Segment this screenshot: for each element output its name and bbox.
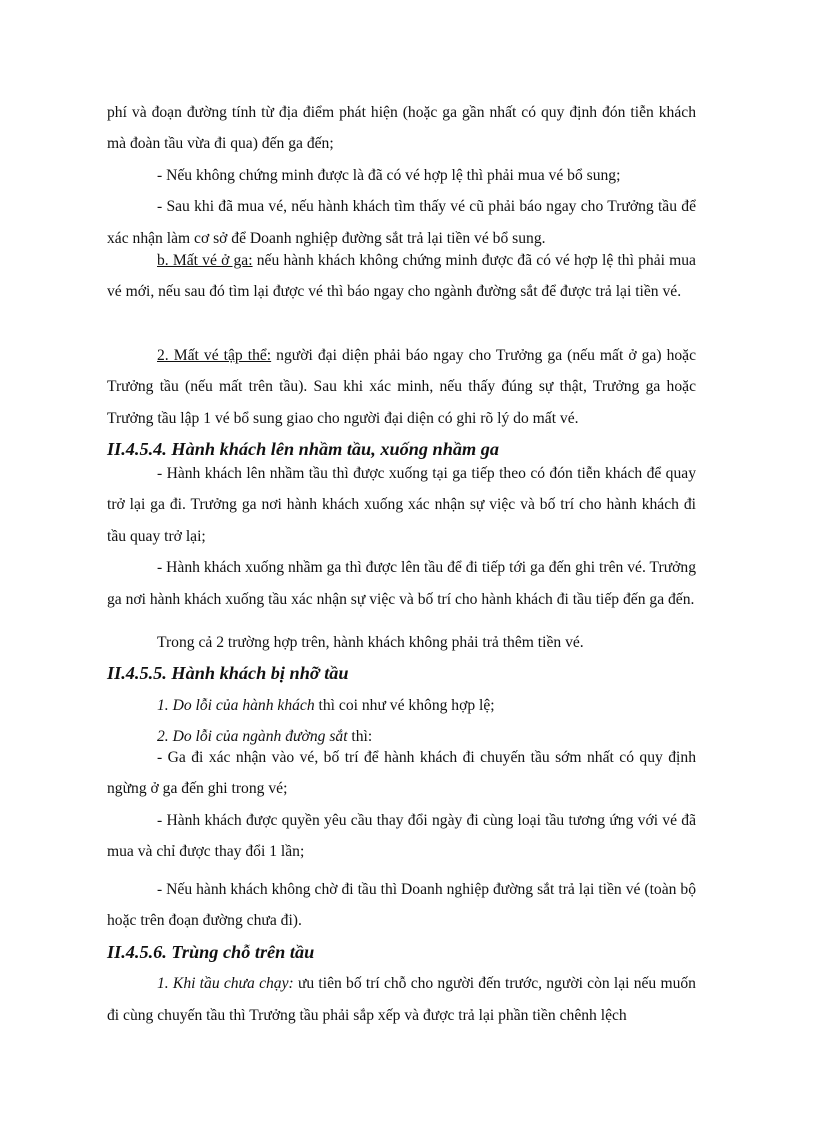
paragraph: 1. Khi tầu chưa chạy: ưu tiên bố trí chỗ cho người đến trước, người còn lại nếu muốn đi cùng chuyến tầu thì Trưởng tầu phải sắp xếp và được trả lại phần tiền chênh lệch bbox=[107, 975, 696, 1024]
bullet-paragraph: - Nếu hành khách không chờ đi tầu thì Doanh nghiệp đường sắt trả lại tiền vé (toàn bộ hoặc trên đoạn đường chưa đi). bbox=[107, 881, 696, 930]
section-heading: II.4.5.4. Hành khách lên nhầm tầu, xuống nhầm ga bbox=[107, 439, 499, 460]
item-label: 2. Do lỗi của ngành đường sắt bbox=[157, 728, 348, 746]
paragraph-group-railway-fault bbox=[107, 742, 696, 868]
subsection-label: 2. Mất vé tập thể: bbox=[157, 347, 272, 364]
paragraph-group-lost-collective bbox=[107, 340, 696, 466]
paragraph-group-lost-ticket-on-train bbox=[107, 160, 696, 254]
section-heading: II.4.5.6. Trùng chỗ trên tầu bbox=[107, 941, 315, 962]
paragraph: 1. Do lỗi của hành khách thì coi như vé không hợp lệ; bbox=[157, 696, 495, 714]
paragraph-continuation bbox=[107, 97, 696, 160]
bullet-paragraph: - Hành khách lên nhầm tầu thì được xuống tại ga tiếp theo có đón tiễn khách để quay trở lại ga đi. Trưởng ga nơi hành khách xuống xác nhận sự việc và bố trí cho hành khách đi tầu quay trở lại; bbox=[107, 465, 696, 545]
paragraph-group-wrong-train bbox=[107, 458, 696, 615]
bullet-paragraph: - Hành khách xuống nhầm ga thì được lên tầu để đi tiếp tới ga đến ghi trên vé. Trưởng ga nơi hành khách xuống tầu xác nhận sự việc và bố trí cho hành khách đi tầu tiếp đến ga đến. bbox=[107, 559, 696, 608]
section-heading: II.4.5.5. Hành khách bị nhỡ tầu bbox=[107, 663, 349, 684]
paragraph-group-duplicate-seat bbox=[107, 874, 696, 1031]
paragraph: 2. Do lỗi của ngành đường sắt thì: bbox=[157, 728, 373, 746]
paragraph: 2. Mất vé tập thể: người đại diện phải báo ngay cho Trưởng ga (nếu mất ở ga) hoặc Trưởng tầu (nếu mất trên tầu). Sau khi xác minh, nếu thấy đúng sự thật, Trưởng ga hoặc Trưởng tầu lập 1 vé bổ sung giao cho người đại diện có ghi rõ lý do mất vé. bbox=[107, 347, 697, 427]
paragraph: b. Mất vé ở ga: nếu hành khách không chứng minh được đã có vé hợp lệ thì phải mua vé mới, nếu sau đó tìm lại được vé thì báo ngay cho ngành đường sắt để được trả lại tiền vé. bbox=[107, 252, 696, 301]
paragraph: phí và đoạn đường tính từ địa điểm phát hiện (hoặc ga gần nhất có quy định đón tiễn khách mà đoàn tầu vừa đi qua) đến ga đến; bbox=[107, 104, 696, 153]
paragraph: Trong cả 2 trường hợp trên, hành khách không phải trả thêm tiền vé. bbox=[157, 634, 584, 651]
bullet-paragraph: - Ga đi xác nhận vào vé, bố trí để hành khách đi chuyến tầu sớm nhất có quy định ngừng ở ga đến ghi trong vé; bbox=[107, 749, 696, 798]
subsection-label: b. Mất vé ở ga: bbox=[157, 252, 253, 269]
bullet-paragraph: - Nếu không chứng minh được là đã có vé hợp lệ thì phải mua vé bổ sung; bbox=[157, 167, 621, 184]
paragraph-group-missed-train bbox=[107, 627, 696, 753]
item-label: 1. Khi tầu chưa chạy: bbox=[157, 975, 294, 993]
bullet-paragraph: - Sau khi đã mua vé, nếu hành khách tìm thấy vé cũ phải báo ngay cho Trưởng tầu để xác nhận làm cơ sở để Doanh nghiệp đường sắt trả lại tiền vé bổ sung. bbox=[107, 198, 696, 247]
item-label: 1. Do lỗi của hành khách bbox=[157, 696, 315, 714]
bullet-paragraph: - Hành khách được quyền yêu cầu thay đổi ngày đi cùng loại tầu tương ứng với vé đã mua và chỉ được thay đổi 1 lần; bbox=[107, 811, 696, 861]
paragraph-lost-at-station bbox=[107, 245, 696, 308]
